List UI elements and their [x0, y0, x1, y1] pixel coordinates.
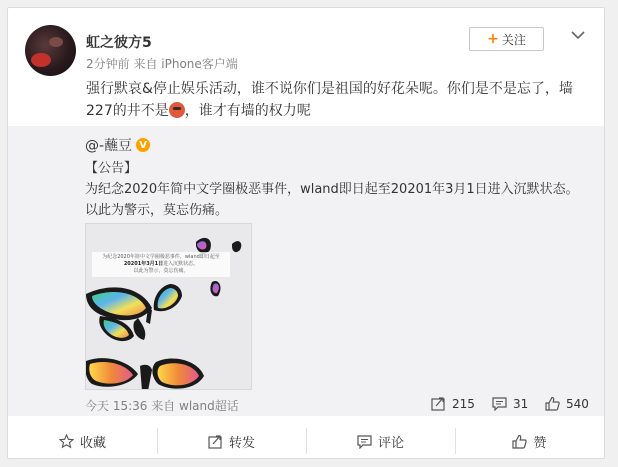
repost-footer[interactable]: 今天 15:36 来自 wland超话 [85, 399, 239, 413]
image-caption-line-1: 为纪念2020年简中文学圈极恶事件，wland即日起至 [102, 254, 220, 260]
repost-line-3: 以此为警示，莫忘伤痛。 [85, 203, 229, 218]
post-meta: 2分钟前 来自 iPhone客户端 [86, 57, 238, 71]
like-button[interactable] [455, 422, 604, 459]
weibo-post-card [7, 7, 605, 459]
comment-icon [357, 434, 372, 449]
post-header [8, 8, 604, 133]
verified-badge-icon: V [136, 138, 150, 152]
comment-icon [492, 396, 507, 411]
post-text-part1: 强行默哀&停止娱乐活动，谁不说你们是祖国的好花朵呢。你们是不是忘了，墙227的井不是 [86, 81, 573, 119]
comment-count: 31 [513, 396, 529, 411]
star-icon [59, 434, 74, 449]
like-label: 赞 [533, 435, 547, 451]
repost-user[interactable] [85, 135, 150, 155]
image-caption-line-2: 进入沉默状态。 [163, 261, 199, 267]
plus-icon: + [487, 31, 499, 47]
forward-icon [208, 434, 223, 449]
chevron-down-icon[interactable] [569, 26, 587, 44]
post-username[interactable]: 虹之彼方5 [86, 35, 152, 51]
comment-label: 评论 [377, 435, 404, 451]
repost-image[interactable] [85, 223, 252, 390]
repost-text [85, 158, 585, 221]
repost-username[interactable]: @-蘸豆 [85, 138, 133, 154]
follow-button[interactable] [469, 27, 544, 51]
comment-count-button[interactable] [492, 396, 528, 411]
repost-count-button[interactable] [431, 396, 475, 411]
forward-label: 转发 [228, 435, 255, 451]
favorite-label: 收藏 [79, 435, 106, 451]
avatar[interactable] [25, 25, 76, 76]
repost-line-2: 为纪念2020年简中文学圈极恶事件，wland即日起至20201年3月1日进入沉默状态。 [85, 182, 579, 197]
repost-count: 215 [452, 396, 475, 411]
angry-face-icon [169, 102, 185, 118]
forward-button[interactable] [157, 422, 306, 459]
post-text [86, 78, 586, 122]
action-bar [8, 422, 604, 459]
repost-box[interactable] [8, 126, 604, 416]
image-caption-line-3: 以此为警示，莫忘伤痛。 [133, 268, 189, 274]
thumbs-up-icon [545, 396, 560, 411]
follow-label: 关注 [501, 32, 526, 47]
favorite-button[interactable] [8, 422, 157, 459]
image-caption [92, 252, 230, 277]
forward-icon [431, 396, 446, 411]
image-caption-date: 20201年3月1日 [123, 261, 164, 267]
like-count-button[interactable] [545, 396, 589, 411]
post-text-part2: ，谁才有墙的权力呢 [184, 103, 311, 119]
thumbs-up-icon [512, 434, 527, 449]
comment-button[interactable] [306, 422, 455, 459]
repost-line-1: 【公告】 [85, 161, 138, 176]
like-count: 540 [566, 396, 589, 411]
butterfly-illustration [86, 224, 252, 390]
